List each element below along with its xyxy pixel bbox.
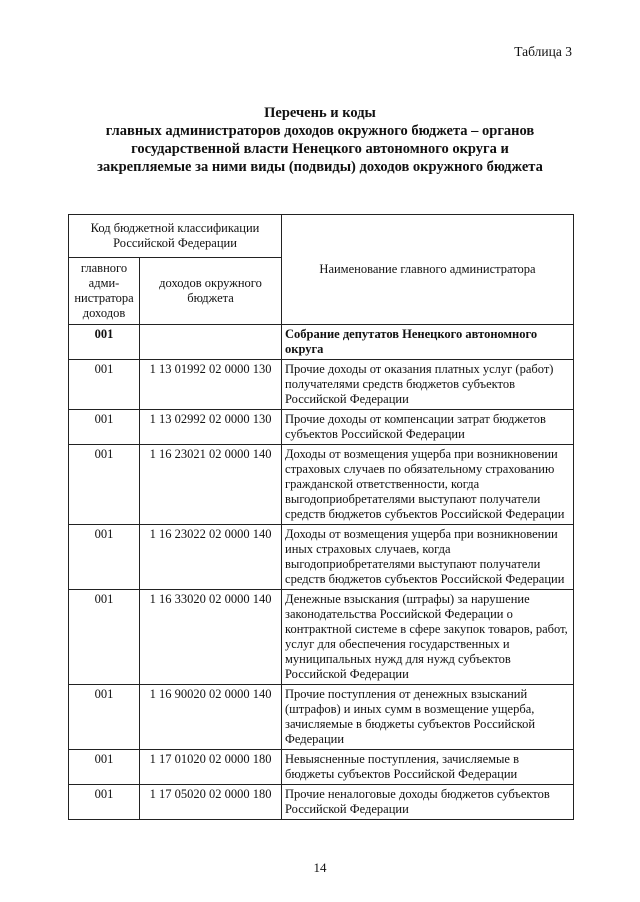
admin-code-cell: 001: [69, 785, 140, 820]
title-line: Перечень и коды: [264, 105, 376, 121]
administrator-name-cell: Прочие неналоговые доходы бюджетов субъектов Российской Федерации: [282, 785, 574, 820]
table-row: [69, 410, 574, 445]
page-number: 14: [313, 860, 327, 875]
table-row: [69, 325, 574, 360]
admin-code-cell: 001: [69, 410, 140, 445]
admin-code-cell: 001: [69, 590, 140, 685]
table-number-label: Таблица 3: [514, 44, 572, 59]
income-code-cell: [140, 325, 282, 360]
document-title: [60, 104, 580, 176]
income-code-cell: 1 16 23022 02 0000 140: [140, 525, 282, 590]
table-row: [69, 785, 574, 820]
title-line: главных администраторов доходов окружного бюджета – органов: [105, 123, 535, 139]
admin-code-cell: 001: [69, 525, 140, 590]
income-code-cell: 1 16 23021 02 0000 140: [140, 445, 282, 525]
admin-code-cell: 001: [69, 360, 140, 410]
table-row: [69, 685, 574, 750]
administrator-name-cell: Денежные взыскания (штрафы) за нарушение законодательства Российской Федерации о контрактной системе в сфере закупок товаров, работ, услуг для обеспечения государственных и муниципальных нужд для нужд субъектов Российской Федерации: [282, 590, 574, 685]
administrator-name-cell: Прочие доходы от компенсации затрат бюджетов субъектов Российской Федерации: [282, 410, 574, 445]
title-line: государственной власти Ненецкого автономного округа и: [131, 141, 509, 157]
table-row: [69, 750, 574, 785]
administrator-name-cell: Собрание депутатов Ненецкого автономного округа: [282, 325, 574, 360]
income-code-cell: 1 17 01020 02 0000 180: [140, 750, 282, 785]
administrator-name-cell: Невыясненные поступления, зачисляемые в бюджеты субъектов Российской Федерации: [282, 750, 574, 785]
table-row: [69, 445, 574, 525]
header-admin-code: главного адми-нистратора доходов: [69, 258, 140, 325]
title-line: закрепляемые за ними виды (подвиды) доходов окружного бюджета: [97, 159, 543, 175]
administrator-name-cell: Доходы от возмещения ущерба при возникновении страховых случаев по обязательному страхованию гражданской ответственности, когда выгодоприобретателями выступают получатели средств бюджетов субъектов Российской Федерации: [282, 445, 574, 525]
income-code-cell: 1 16 33020 02 0000 140: [140, 590, 282, 685]
administrator-name-cell: Прочие поступления от денежных взысканий (штрафов) и иных сумм в возмещение ущерба, зачисляемые в бюджеты субъектов Российской Федерации: [282, 685, 574, 750]
table-row: [69, 590, 574, 685]
table-row: [69, 525, 574, 590]
admin-code-cell: 001: [69, 445, 140, 525]
table-body: [69, 325, 574, 820]
admin-code-cell: 001: [69, 750, 140, 785]
admin-code-cell: 001: [69, 325, 140, 360]
admin-code-cell: 001: [69, 685, 140, 750]
administrator-name-cell: Прочие доходы от оказания платных услуг (работ) получателями средств бюджетов субъектов Российской Федерации: [282, 360, 574, 410]
income-code-cell: 1 13 02992 02 0000 130: [140, 410, 282, 445]
revenue-administrators-table: [68, 214, 574, 820]
table-row: [69, 360, 574, 410]
header-administrator-name: Наименование главного администратора: [282, 215, 574, 325]
income-code-cell: 1 13 01992 02 0000 130: [140, 360, 282, 410]
header-income-code: доходов окружного бюджета: [140, 258, 282, 325]
administrator-name-cell: Доходы от возмещения ущерба при возникновении иных страховых случаев, когда выгодоприобретателями выступают получатели средств бюджетов субъектов Российской Федерации: [282, 525, 574, 590]
income-code-cell: 1 17 05020 02 0000 180: [140, 785, 282, 820]
income-code-cell: 1 16 90020 02 0000 140: [140, 685, 282, 750]
header-budget-classification: Код бюджетной классификации Российской Федерации: [69, 215, 282, 258]
